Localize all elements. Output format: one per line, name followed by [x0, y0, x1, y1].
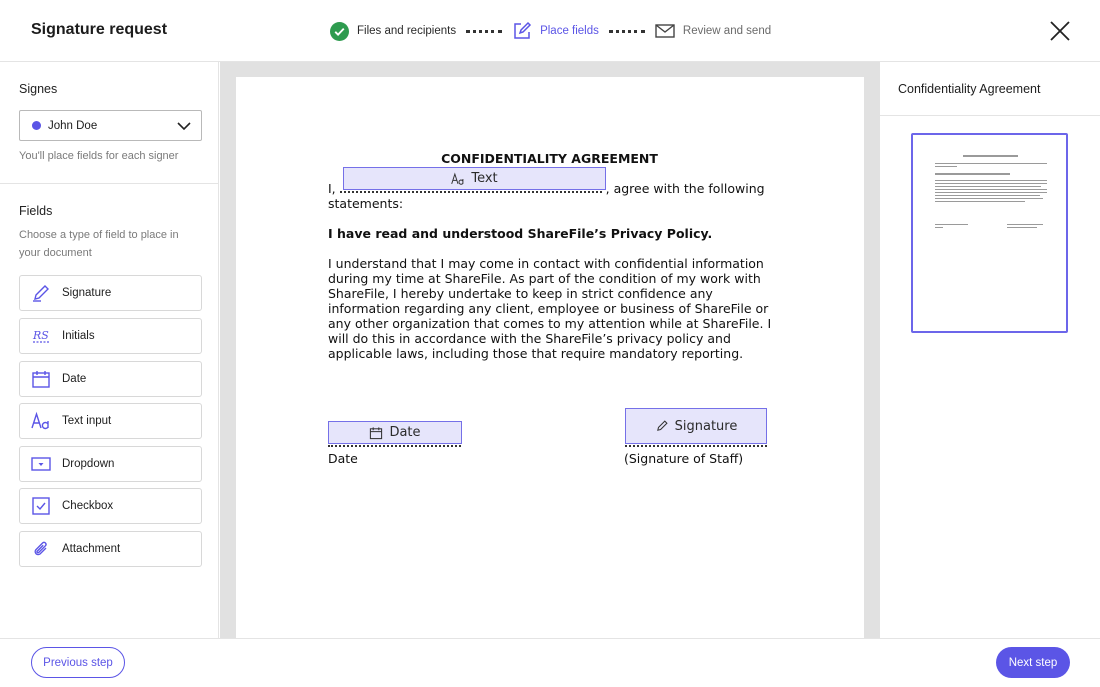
paperclip-icon	[20, 539, 62, 559]
document-name: Confidentiality Agreement	[898, 82, 1041, 96]
document-paragraph: I understand that I may come in contact with confidential information during my time at ShareFile. As part of the condition of my work with ShareFile, I hereby undertake to keep in strict confidence any information regarding any client, employee or business of ShareFile or any other organization that comes to my attention while at ShareFile. I will do this in accordance with the ShareFile’s privacy policy and applicable laws, including those that require mandatory reporting.	[328, 256, 772, 361]
right-panel	[880, 62, 1100, 639]
checkbox-icon	[20, 496, 62, 516]
step-connector	[466, 30, 502, 33]
pen-icon	[655, 419, 669, 433]
document-statement: I have read and understood ShareFile’s Privacy Policy.	[328, 226, 713, 241]
step-files-and-recipients[interactable]	[330, 22, 456, 41]
page-title: Signature request	[31, 21, 168, 38]
field-date-button[interactable]	[19, 361, 202, 397]
edit-icon	[512, 21, 532, 41]
pen-icon	[20, 283, 62, 303]
step-connector	[609, 30, 645, 33]
step-label: Review and send	[682, 25, 772, 37]
fields-helper-text: Choose a type of field to place in your document	[19, 229, 179, 259]
date-caption: Date	[328, 451, 358, 466]
fields-heading: Fields	[19, 204, 53, 218]
field-dropdown-button[interactable]	[19, 446, 202, 482]
signer-color-dot	[32, 121, 41, 130]
document-line: I, , agree with the following	[328, 181, 765, 196]
footer	[0, 638, 1100, 687]
document-line: statements:	[328, 196, 404, 211]
close-icon[interactable]	[1049, 20, 1071, 42]
field-signature-button[interactable]	[19, 275, 202, 311]
field-label: Checkbox	[62, 500, 114, 512]
header	[0, 0, 1100, 62]
field-label: Initials	[62, 330, 95, 342]
step-place-fields[interactable]	[512, 21, 599, 41]
envelope-icon	[655, 23, 675, 39]
selected-signer: John Doe	[48, 119, 98, 132]
divider	[880, 115, 1100, 116]
chevron-down-icon	[177, 119, 191, 133]
dropdown-icon	[20, 454, 62, 474]
next-step-button[interactable]: Next step	[996, 647, 1070, 678]
placed-text-field[interactable]: Text	[343, 167, 606, 190]
signer-helper-text: You'll place fields for each signer	[19, 150, 179, 162]
signer-select[interactable]	[19, 110, 202, 141]
divider	[0, 183, 219, 184]
initials-icon	[20, 326, 62, 346]
document-canvas[interactable]	[220, 62, 880, 639]
signature-caption: (Signature of Staff)	[624, 451, 744, 466]
calendar-icon	[20, 369, 62, 389]
field-label: Dropdown	[62, 458, 115, 470]
field-attachment-button[interactable]	[19, 531, 202, 567]
check-circle-icon	[330, 22, 349, 41]
document-page[interactable]	[236, 77, 864, 639]
field-checkbox-button[interactable]	[19, 488, 202, 524]
previous-step-button[interactable]: Previous step	[31, 647, 125, 678]
field-label: Attachment	[62, 543, 121, 555]
placed-date-field[interactable]: Date	[328, 421, 462, 444]
step-review-and-send[interactable]	[655, 23, 771, 39]
field-text-input-button[interactable]	[19, 403, 202, 439]
date-line	[328, 445, 461, 447]
text-icon	[451, 172, 465, 186]
field-label: Date	[62, 373, 87, 385]
field-initials-button[interactable]	[19, 318, 202, 354]
calendar-icon	[369, 426, 383, 440]
field-label: Text input	[62, 415, 112, 427]
step-label: Files and recipients	[357, 25, 457, 37]
left-panel	[0, 62, 219, 639]
signers-heading: Signes	[19, 82, 58, 96]
svg-text:RS: RS	[33, 329, 49, 342]
progress-stepper	[330, 20, 771, 42]
step-label: Place fields	[540, 25, 599, 37]
text-icon	[20, 411, 62, 431]
page-thumbnail[interactable]	[911, 133, 1068, 333]
field-label: Signature	[62, 287, 112, 299]
placed-signature-field[interactable]: Signature	[625, 408, 767, 444]
signature-line	[625, 445, 767, 447]
document-title: CONFIDENTIALITY AGREEMENT	[441, 151, 658, 166]
